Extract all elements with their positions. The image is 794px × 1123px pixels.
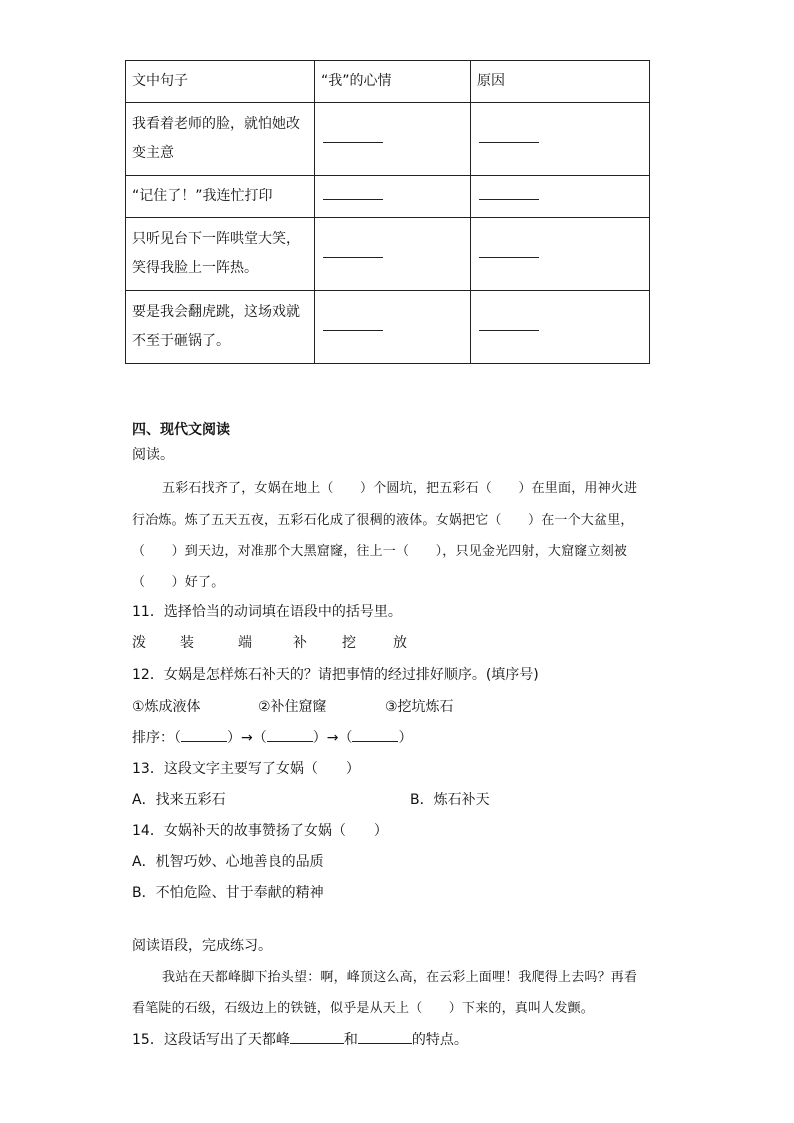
reason-answer-cell[interactable]	[471, 176, 650, 218]
q14-option-a[interactable]: A．机智巧妙、心地善良的品质	[132, 854, 324, 870]
passage-line: 五彩石找齐了，女娲在地上（ ）个圆坑，把五彩石（ ）在里面，用神火进	[162, 481, 638, 496]
sentence-cell	[126, 103, 315, 176]
verb-option: 端	[238, 635, 252, 651]
q15-text: 的特点。	[411, 1032, 468, 1048]
table-row	[126, 218, 650, 291]
passage-line: 行冶炼。炼了五天五夜，五彩石化成了很稠的液体。女娲把它（ ）在一个大盆里，	[132, 513, 634, 528]
table-row	[126, 291, 650, 364]
q15-text: 和	[343, 1032, 358, 1048]
table-header-cell: “我”的心情	[315, 61, 471, 103]
q15-blank[interactable]	[290, 1029, 344, 1044]
sentence-text: 变主意	[132, 145, 174, 161]
sentence-text: 不至于砸锅了。	[132, 333, 230, 349]
order-text: ）	[398, 730, 413, 746]
passage-line: 我站在天都峰脚下抬头望：啊，峰顶这么高，在云彩上面哩！我爬得上去吗？再看	[162, 970, 638, 985]
sentence-text: 要是我会翻虎跳，这场戏就	[132, 304, 300, 320]
order-label: 排序：	[132, 730, 174, 746]
order-blank[interactable]	[181, 727, 227, 742]
table-row	[126, 176, 650, 218]
sentence-cell	[126, 218, 315, 291]
order-text: ）→（	[227, 730, 267, 746]
section-intro: 阅读。	[132, 447, 174, 463]
table-header-cell: 文中句子	[126, 61, 315, 103]
q14-option-b[interactable]: B．不怕危险、甘于奉献的精神	[132, 885, 324, 901]
question-12: 12．女娲是怎样炼石补天的？请把事情的经过排好顺序。(填序号)	[132, 667, 539, 683]
passage-line: （ ）到天边，对准那个大黑窟窿，往上一（ ），只见金光四射，大窟窿立刻被	[132, 544, 628, 559]
section-title: 四、现代文阅读	[132, 422, 230, 438]
question-13: 13．这段文字主要写了女娲（ ）	[132, 761, 360, 777]
sentence-text: 只听见台下一阵哄堂大笑，	[132, 231, 300, 247]
mood-answer-cell[interactable]	[315, 218, 471, 291]
passage-line: （ ）好了。	[132, 575, 225, 590]
mood-answer-cell[interactable]	[315, 291, 471, 364]
order-blank[interactable]	[352, 727, 398, 742]
reason-answer-cell[interactable]	[471, 291, 650, 364]
reason-answer-cell[interactable]	[471, 103, 650, 176]
verb-option: 装	[180, 635, 194, 651]
answer-blank[interactable]	[479, 314, 539, 331]
answer-blank[interactable]	[323, 241, 383, 258]
table-header-cell: 原因	[471, 61, 650, 103]
question-table	[125, 60, 650, 364]
answer-blank[interactable]	[323, 126, 383, 143]
question-11: 11．选择恰当的动词填在语段中的括号里。	[132, 604, 402, 620]
question-14: 14．女娲补天的故事赞扬了女娲（ ）	[132, 823, 388, 839]
section-intro: 阅读语段，完成练习。	[132, 938, 272, 954]
answer-blank[interactable]	[479, 241, 539, 258]
q13-option-a[interactable]: A．找来五彩石	[132, 792, 226, 808]
mood-answer-cell[interactable]	[315, 103, 471, 176]
answer-blank[interactable]	[479, 126, 539, 143]
answer-blank[interactable]	[479, 183, 539, 200]
q13-option-b[interactable]: B．炼石补天	[410, 792, 490, 808]
table-header-row	[126, 61, 650, 103]
sentence-text: 笑得我脸上一阵热。	[132, 260, 258, 276]
verb-option: 补	[293, 635, 307, 651]
answer-blank[interactable]	[323, 183, 383, 200]
verb-option: 挖	[342, 635, 356, 651]
reason-answer-cell[interactable]	[471, 218, 650, 291]
q12-step: ②补住窟窿	[258, 699, 327, 715]
question-15	[132, 1029, 468, 1049]
order-blank[interactable]	[267, 727, 313, 742]
q12-step: ③挖坑炼石	[385, 699, 454, 715]
sentence-text: “记住了！”我连忙打印	[132, 188, 273, 204]
order-text: ）→（	[312, 730, 353, 746]
answer-blank[interactable]	[323, 314, 383, 331]
mood-answer-cell[interactable]	[315, 176, 471, 218]
sentence-cell	[126, 291, 315, 364]
verb-option: 放	[393, 635, 407, 651]
verb-option: 泼	[132, 635, 146, 651]
q15-text: 15．这段话写出了天都峰	[132, 1032, 290, 1048]
sentence-cell	[126, 176, 315, 218]
q12-order-row	[132, 727, 412, 747]
q12-step: ①炼成液体	[132, 699, 201, 715]
order-text: （	[174, 730, 181, 746]
passage-line: 看笔陡的石级，石级边上的铁链，似乎是从天上（ ）下来的，真叫人发颤。	[132, 1001, 595, 1016]
q15-blank[interactable]	[358, 1029, 412, 1044]
sentence-text: 我看着老师的脸，就怕她改	[132, 116, 300, 132]
table-row	[126, 103, 650, 176]
